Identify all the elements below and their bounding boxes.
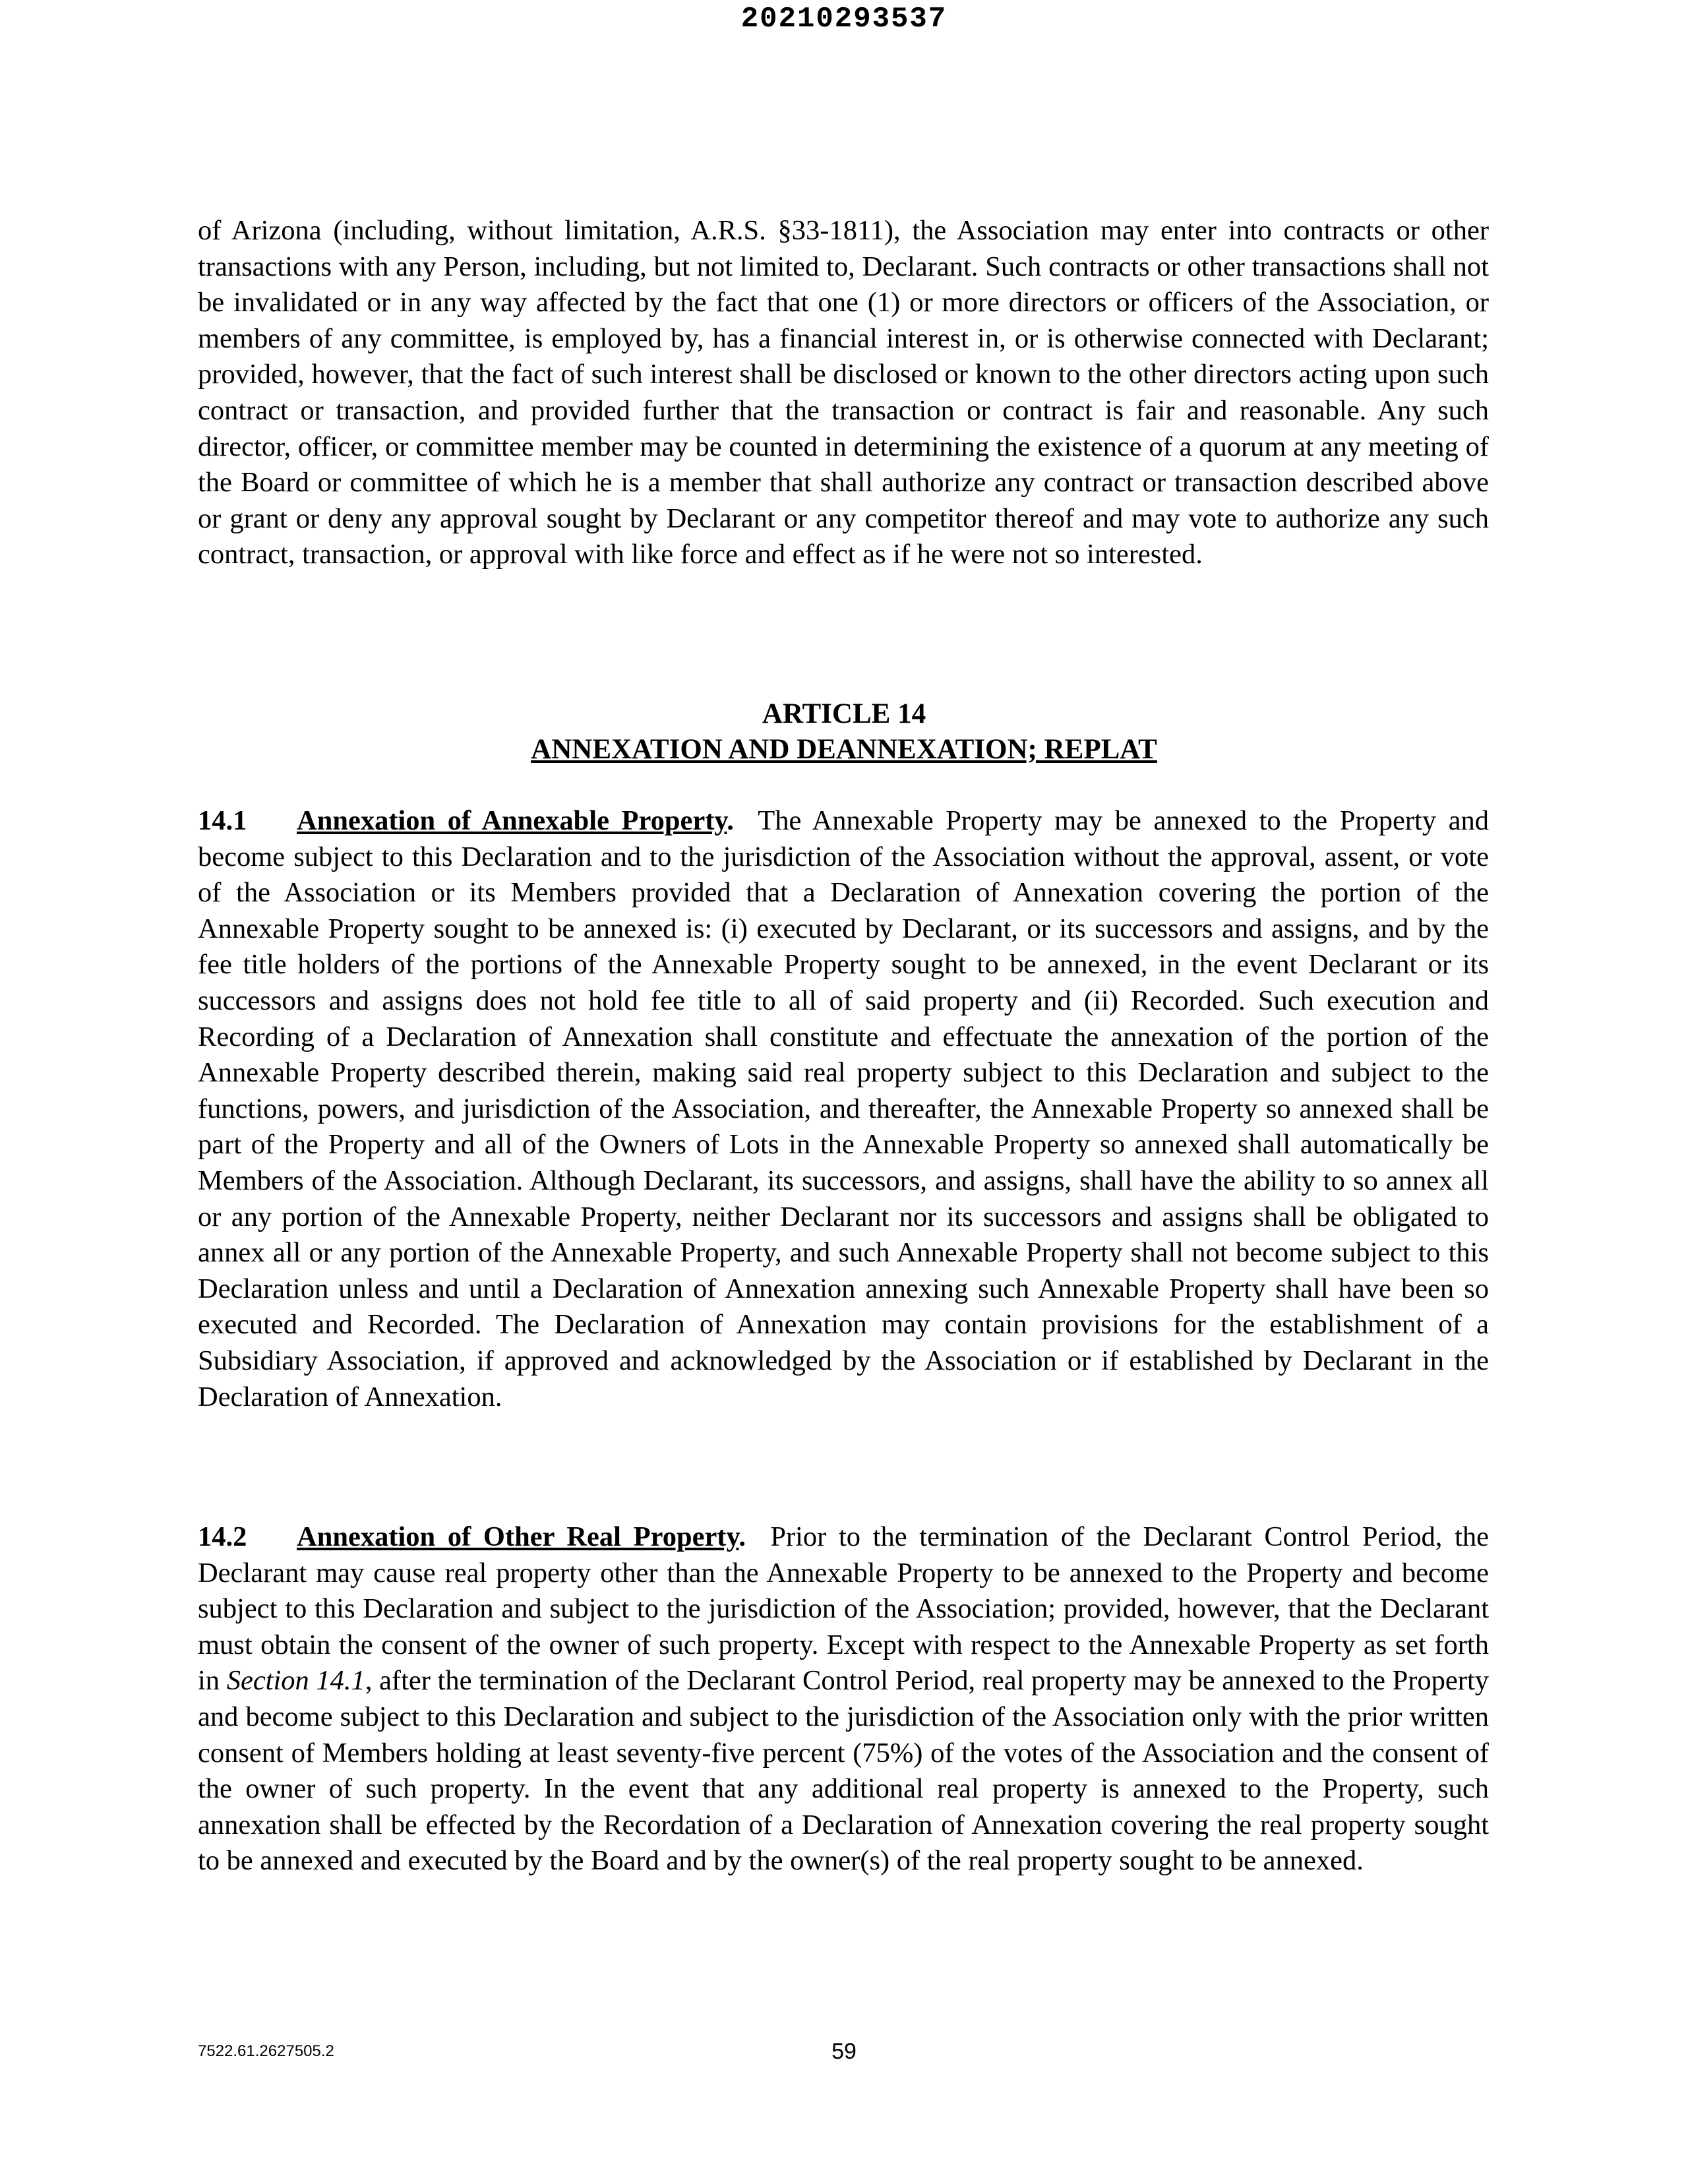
section-title: Annexation of Other Real Property	[297, 1521, 739, 1552]
section-number: 14.2	[198, 1521, 247, 1552]
page-number: 59	[831, 2039, 857, 2064]
section-title: Annexation of Annexable Property	[297, 805, 727, 836]
article-label: ARTICLE 14	[762, 698, 926, 729]
article-heading	[0, 696, 1688, 768]
intro-paragraph: of Arizona (including, without limitation, A.R.S. §33-1811), the Association may enter into contracts or other transactions with any Person, including, but not limited to, Declarant. Such contracts or other transactions shall not be invalidated or in any way affected by the fact that one (1) or more directors or officers of the Association, or members of any committee, is employed by, has a financial interest in, or is otherwise connected with Declarant; provided, however, that the fact of such interest shall be disclosed or known to the other directors acting upon such contract or transaction, and provided further that the transaction or contract is fair and reasonable. Any such director, officer, or committee member may be counted in determining the existence of a quorum at any meeting of the Board or committee of which he is a member that shall authorize any contract or transaction described above or grant or deny any approval sought by Declarant or any competitor thereof and may vote to authorize any such contract, transaction, or approval with like force and effect as if he were not so interested.	[198, 215, 1489, 570]
section-number: 14.1	[198, 805, 247, 836]
section-14-2: 14.2 Annexation of Other Real Property. Prior to the termination of the Declarant Control Period, the Declarant may cause real property other than the Annexable Property to be annexed to the Property and become subject to this Declaration and subject to the jurisdiction of the Association; provided, however, that the Declarant must obtain the consent of the owner of such property. Except with respect to the Annexable Property as set forth in Section 14.1, after the termination of the Declarant Control Period, real property may be annexed to the Property and become subject to this Declaration and subject to the jurisdiction of the Association only with the prior written consent of Members holding at least seventy-five percent (75%) of the votes of the Association and the consent of the owner of such property. In the event that any additional real property is annexed to the Property, such annexation shall be effected by the Recordation of a Declaration of Annexation covering the real property sought to be annexed and executed by the Board and by the owner(s) of the real property sought to be annexed.	[198, 1519, 1489, 1879]
section-reference: Section 14.1	[226, 1665, 365, 1697]
section-body: The Annexable Property may be annexed to the Property and become subject to this Declaration and to the jurisdiction of the Association without the approval, assent, or vote of the Association or its Members provided that a Declaration of Annexation covering the portion of the Annexable Property sought to be annexed is: (i) executed by Declarant, or its successors and assigns, and by the fee title holders of the portions of the Annexable Property sought to be annexed, in the event Declarant or its successors and assigns does not hold fee title to all of said property and (ii) Recorded. Such execution and Recording of a Declaration of Annexation shall constitute and effectuate the annexation of the portion of the Annexable Property described therein, making said real property subject to this Declaration and subject to the functions, powers, and jurisdiction of the Association, and thereafter, the Annexable Property so annexed shall be part of the Property and all of the Owners of Lots in the Annexable Property so annexed shall automatically be Members of the Association. Although Declarant, its successors, and assigns, shall have the ability to so annex all or any portion of the Annexable Property, neither Declarant nor its successors and assigns shall be obligated to annex all or any portion of the Annexable Property, and such Annexable Property shall not become subject to this Declaration unless and until a Declaration of Annexation annexing such Annexable Property shall have been so executed and Recorded. The Declaration of Annexation may contain provisions for the establishment of a Subsidiary Association, if approved and acknowledged by the Association or if established by Declarant in the Declaration of Annexation.	[198, 805, 1489, 1412]
footer-document-id: 7522.61.2627505.2	[198, 2042, 334, 2060]
recording-number: 20210293537	[740, 3, 948, 36]
section-14-1: 14.1 Annexation of Annexable Property. The Annexable Property may be annexed to the Property and become subject to this Declaration and to the jurisdiction of the Association without the approval, assent, or vote of the Association or its Members provided that a Declaration of Annexation covering the portion of the Annexable Property sought to be annexed is: (i) executed by Declarant, or its successors and assigns, and by the fee title holders of the portions of the Annexable Property sought to be annexed, in the event Declarant or its successors and assigns does not hold fee title to all of said property and (ii) Recorded. Such execution and Recording of a Declaration of Annexation shall constitute and effectuate the annexation of the portion of the Annexable Property described therein, making said real property subject to this Declaration and subject to the functions, powers, and jurisdiction of the Association, and thereafter, the Annexable Property so annexed shall be part of the Property and all of the Owners of Lots in the Annexable Property so annexed shall automatically be Members of the Association. Although Declarant, its successors, and assigns, shall have the ability to so annex all or any portion of the Annexable Property, neither Declarant nor its successors and assigns shall be obligated to annex all or any portion of the Annexable Property, and such Annexable Property shall not become subject to this Declaration unless and until a Declaration of Annexation annexing such Annexable Property shall have been so executed and Recorded. The Declaration of Annexation may contain provisions for the establishment of a Subsidiary Association, if approved and acknowledged by the Association or if established by Declarant in the Declaration of Annexation.	[198, 803, 1489, 1415]
section-body: Prior to the termination of the Declarant Control Period, the Declarant may cause real property other than the Annexable Property to be annexed to the Property and become subject to this Declaration and subject to the jurisdiction of the Association; provided, however, that the Declarant must obtain the consent of the owner of such property. Except with respect to the Annexable Property as set forth in	[198, 1521, 1490, 1697]
section-body-continued: , after the termination of the Declarant Control Period, real property may be annexed to the Property and become subject to this Declaration and subject to the jurisdiction of the Association only with the prior written consent of Members holding at least seventy-five percent (75%) of the votes of the Association and the consent of the owner of such property. In the event that any additional real property is annexed to the Property, such annexation shall be effected by the Recordation of a Declaration of Annexation covering the real property sought to be annexed and executed by the Board and by the owner(s) of the real property sought to be annexed.	[198, 1665, 1490, 1877]
article-title: ANNEXATION AND DEANNEXATION; REPLAT	[531, 734, 1157, 765]
